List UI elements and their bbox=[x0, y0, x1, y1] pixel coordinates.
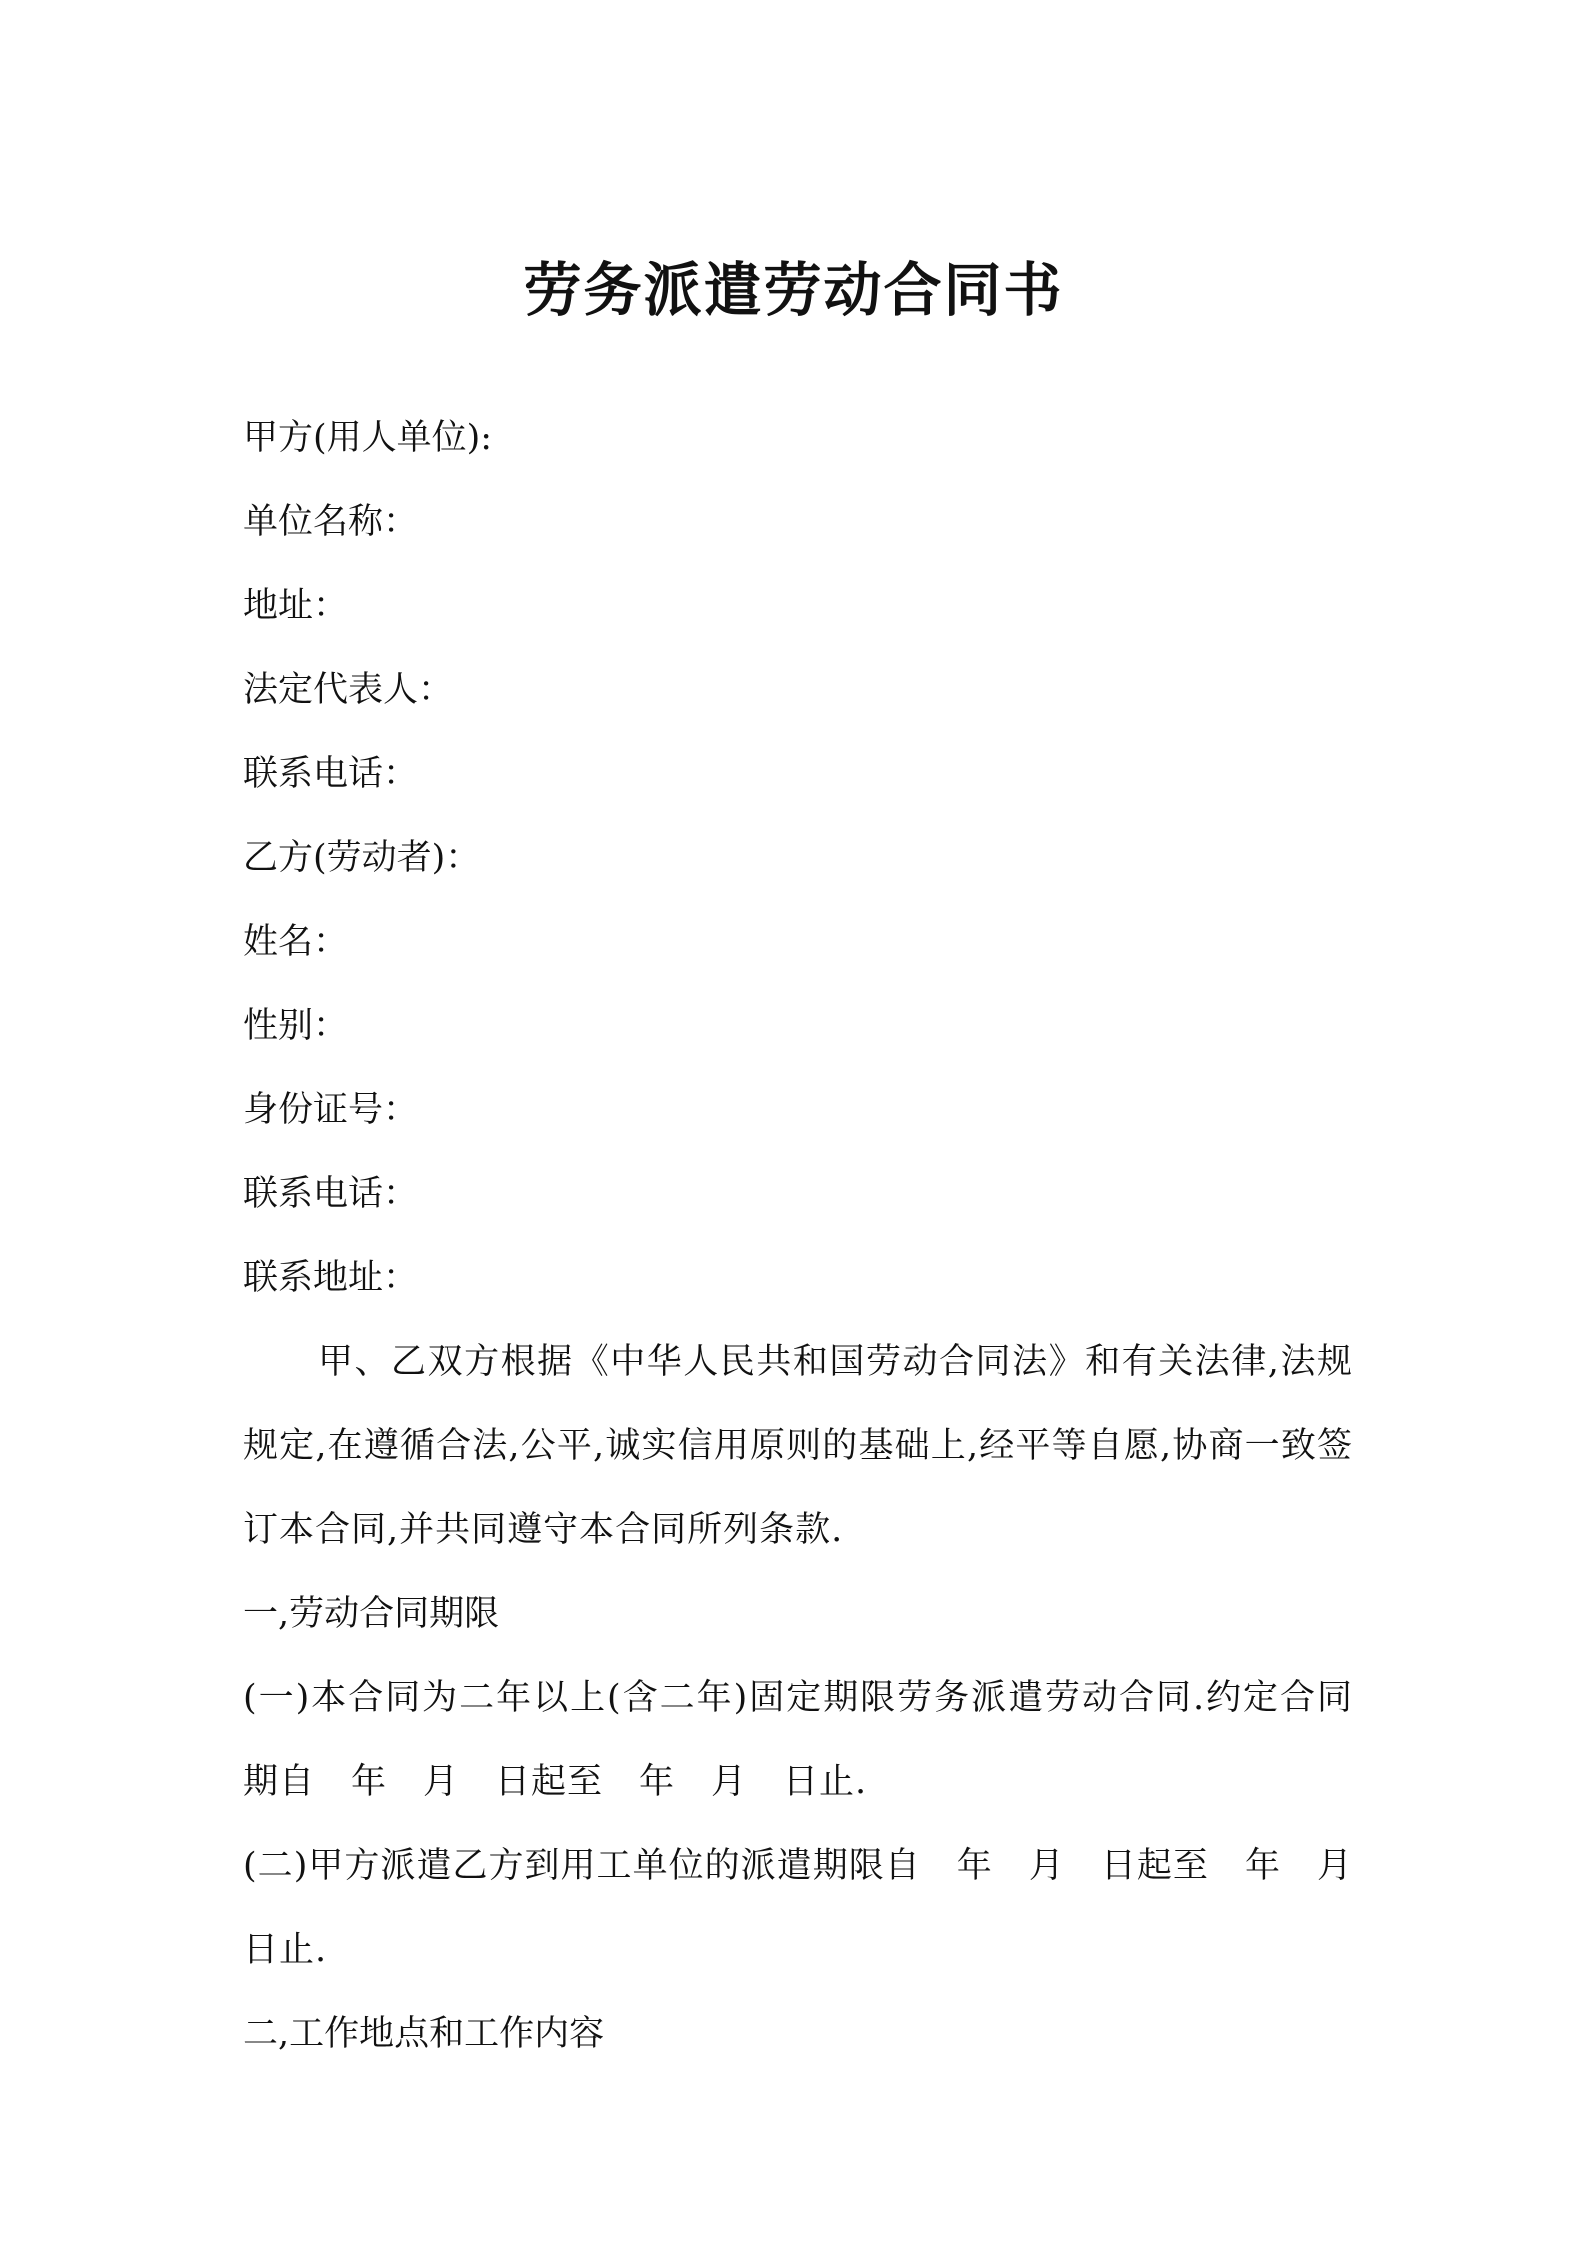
party-b-address-label: 联系地址： bbox=[243, 1258, 419, 1298]
party-b-gender-label: 性别： bbox=[243, 1006, 349, 1046]
document-title: 劳务派遣劳动合同书 bbox=[523, 256, 1064, 324]
section-1-clause-1: (一)本合同为二年以上(含二年)固定期限劳务派遣劳动合同.约定合同期自 年 月 日起至 年 月 日止. bbox=[243, 1678, 1353, 1802]
party-a-address-label: 地址： bbox=[243, 586, 349, 626]
party-a-legal-rep-label: 法定代表人： bbox=[243, 670, 454, 710]
party-a-heading: 甲方(用人单位): bbox=[243, 418, 493, 458]
party-b-heading: 乙方(劳动者)： bbox=[243, 838, 481, 878]
party-b-name-label: 姓名： bbox=[243, 922, 349, 962]
party-b-id-number-label: 身份证号： bbox=[243, 1090, 419, 1130]
document-body bbox=[243, 396, 1390, 2076]
party-b-phone-label: 联系电话： bbox=[243, 1174, 419, 1214]
section-2-heading: 二,工作地点和工作内容 bbox=[243, 2014, 605, 2054]
party-a-phone-label: 联系电话： bbox=[243, 754, 419, 794]
section-1-clause-2: (二)甲方派遣乙方到用工单位的派遣期限自 年 月 日起至 年 月 日止. bbox=[243, 1846, 1390, 1970]
party-a-unit-name-label: 单位名称： bbox=[243, 502, 419, 542]
section-1-heading: 一,劳动合同期限 bbox=[243, 1594, 500, 1634]
preamble-paragraph: 甲、乙双方根据《中华人民共和国劳动合同法》和有关法律,法规规定,在遵循合法,公平,诚实信用原则的基础上,经平等自愿,协商一致签订本合同,并共同遵守本合同所列条款. bbox=[243, 1342, 1353, 1550]
